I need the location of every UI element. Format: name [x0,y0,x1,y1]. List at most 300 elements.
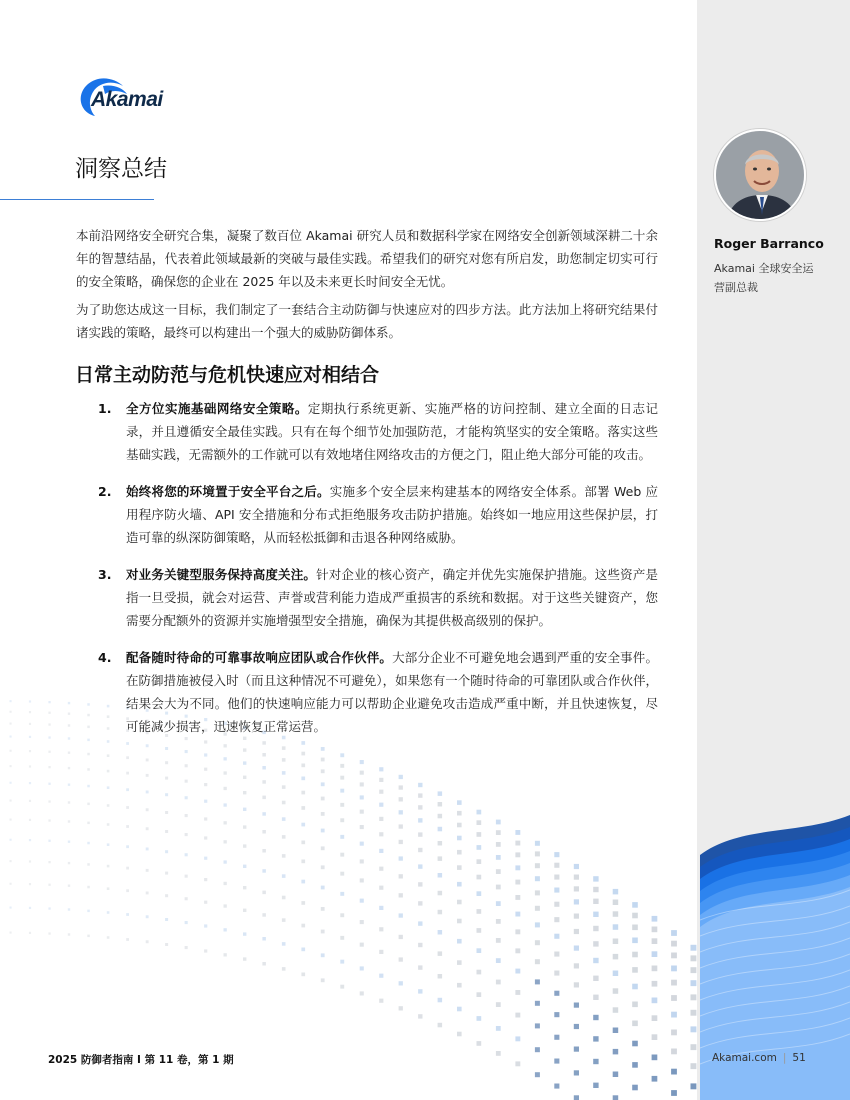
wave-dot [593,899,598,904]
wave-dot [301,823,305,827]
wave-dot [360,943,364,947]
wave-dot [593,1036,598,1041]
wave-dot [107,936,110,939]
wave-dot [29,819,31,821]
wave-dot [29,800,31,802]
wave-dot [593,1015,598,1020]
wave-dot [360,899,364,903]
wave-dot [671,1069,677,1075]
list-number: 3. [98,567,112,582]
wave-dot [243,932,246,935]
wave-dot [632,1085,638,1091]
wave-dot [652,927,658,933]
wave-dot [457,800,462,805]
wave-dot [535,979,540,984]
wave-dot [399,893,403,897]
wave-dot [321,769,325,773]
wave-dot [399,981,403,985]
wave-dot [301,924,305,928]
wave-dot [146,915,149,918]
wave-dot [438,791,443,796]
wave-dot [204,949,207,952]
wave-dot [418,921,422,925]
wave-dot [185,875,188,878]
wave-dot [146,808,149,811]
wave-dot [87,739,90,742]
wave-dot [399,856,403,860]
wave-dot [107,843,110,846]
wave-dot [29,765,31,767]
wave-dot [282,835,286,839]
wave-dot [262,812,266,816]
footer-site-link[interactable]: Akamai.com [712,1052,777,1064]
wave-dot [282,817,286,821]
wave-dot [360,760,364,764]
wave-dot [146,827,149,830]
wave-dot [68,724,70,726]
wave-dot [165,894,168,897]
wave-dot [87,714,90,717]
title-underline [0,199,154,200]
wave-dot [652,1055,658,1061]
wave-dot [243,844,246,847]
wave-dot [496,885,501,890]
wave-dot [574,929,579,934]
wave-dot [399,935,403,939]
wave-dot [204,783,207,786]
wave-dot [282,874,286,878]
wave-dot [671,941,677,947]
wave-dot [691,945,697,951]
wave-dot [671,980,677,986]
wave-dot [204,901,207,904]
wave-dot [418,901,422,905]
wave-dot [399,874,403,878]
wave-dot [515,852,520,857]
wave-dot [554,934,559,939]
wave-dot [691,955,697,961]
wave-dot [340,960,344,964]
wave-dot [379,867,383,871]
wave-dot [107,887,110,890]
wave-dot [438,1023,443,1028]
wave-dot [418,882,422,886]
wave-dot [68,933,70,935]
wave-dot [262,849,266,853]
wave-dot [554,971,559,976]
wave-dot [457,836,462,841]
wave-dot [321,978,325,982]
wave-dot [224,757,227,760]
wave-dot [321,829,325,833]
wave-dot [126,756,129,759]
wave-dot [652,1076,658,1082]
wave-dot [574,1003,579,1008]
wave-dot [671,1012,677,1018]
wave-dot [340,872,344,876]
wave-dot [224,787,227,790]
wave-dot [10,750,12,752]
wave-dot [613,939,619,945]
wave-dot [185,921,188,924]
wave-dot [360,795,364,799]
wave-dot [632,925,638,931]
wave-dot [126,913,129,916]
wave-dot [574,886,579,891]
wave-dot [457,1032,462,1037]
wave-dot [10,819,12,821]
wave-dot [243,886,246,889]
intro-paragraph-2: 为了助您达成这一目标，我们制定了一套结合主动防御与快速应对的四步方法。此方法加上将研究结果付诸实践的策略，最终可以构建出一个强大的威胁防御体系。 [76,302,658,340]
wave-dot [224,928,227,931]
wave-dot [262,937,266,941]
list-lead: 全方位实施基础网络安全策略。 [126,401,308,416]
wave-dot [554,1035,559,1040]
wave-dot [262,766,266,770]
wave-dot [87,822,90,825]
wave-dot [457,823,462,828]
wave-dot [477,891,482,896]
wave-dot [379,886,383,890]
wave-dot [535,922,540,927]
list-lead: 对业务关键型服务保持高度关注。 [126,567,317,582]
wave-dot [262,780,266,784]
wave-dot [652,998,658,1004]
wave-dot [574,875,579,880]
wave-dot [10,736,12,738]
wave-dot [224,840,227,843]
wave-dot [535,890,540,895]
wave-dot [399,824,403,828]
wave-dot [340,913,344,917]
wave-dot [10,800,12,802]
wave-dot [224,860,227,863]
wave-dot [554,991,559,996]
wave-dot [224,821,227,824]
wave-dot [535,841,540,846]
wave-dot [204,800,207,803]
wave-dot [535,876,540,881]
list-text: 实施多个安全层来构建基本的网络安全体系。部署 Web 应用程序防火墙、API 安全措施和分布式拒绝服务攻击防护措施。始终如一地应用这些保护层，打造可靠的纵深防御策略，从而轻松抵御和击退各种网络威胁。 [126,484,658,545]
wave-dot [438,910,443,915]
wave-dot [224,803,227,806]
wave-dot [691,980,697,986]
author-role: Akamai 全球安全运营副总裁 [714,262,814,294]
footer-publication: 2025 防御者指南 I 第 11 卷，第 1 期 [48,1054,234,1066]
wave-dot [10,711,12,713]
wave-dot [68,801,70,803]
wave-dot [146,892,149,895]
wave-dot [632,902,638,908]
wave-dot [340,753,344,757]
wave-dot [204,817,207,820]
wave-dot [554,952,559,957]
list-text: 大部分企业不可避免地会遇到严重的安全事件。在防御措施被侵入时（而且这种情况不可避免），如果您有一个随时待命的可靠团队或合作伙伴，结果会大为不同。他们的快速响应能力可以帮助企业避免攻击造成严重中断，并且快速恢复，尽可能减少损害，迅速恢复正常运营。 [126,650,658,734]
wave-dot [418,1014,422,1018]
wave-dot [29,860,31,862]
wave-dot [48,932,50,934]
wave-dot [321,846,325,850]
wave-dot [691,967,697,973]
wave-dot [671,1090,677,1096]
wave-dot [146,774,149,777]
wave-dot [48,840,50,842]
wave-dot [48,701,50,703]
wave-dot [515,969,520,974]
wave-dot [593,887,598,892]
wave-dot [399,775,403,779]
wave-dot [321,812,325,816]
wave-dot [185,946,188,949]
wave-dot [652,1034,658,1040]
wave-dot [632,913,638,919]
wave-dot [321,930,325,934]
wave-dot [399,1006,403,1010]
wave-dot [165,830,168,833]
wave-dot [496,980,501,985]
wave-dot [515,948,520,953]
wave-dot [477,1016,482,1021]
wave-dot [185,833,188,836]
wave-dot [574,864,579,869]
wave-dot [554,1084,559,1089]
wave-dot [477,810,482,815]
wave-dot [262,891,266,895]
wave-dot [321,797,325,801]
wave-dot [48,800,50,802]
wave-dot [554,1059,559,1064]
wave-dot [438,891,443,896]
wave-dot [632,938,638,944]
wave-dot [224,904,227,907]
wave-dot [496,1002,501,1007]
wave-dot [457,939,462,944]
wave-dot [243,909,246,912]
wave-dot [613,900,619,906]
wave-dot [379,950,383,954]
wave-dot [68,784,70,786]
wave-dot [340,853,344,857]
wave-dot [340,764,344,768]
wave-dot [165,777,168,780]
wave-dot [691,1026,697,1032]
wave-dot [360,810,364,814]
wave-dot [185,897,188,900]
wave-dot [613,924,619,930]
wave-dot [68,908,70,910]
wave-dot [457,983,462,988]
wave-dot [87,842,90,845]
wave-dot [301,841,305,845]
wave-dot [399,785,403,789]
author-name: Roger Barranco [714,236,824,251]
wave-dot [243,957,246,960]
wave-dot [477,948,482,953]
wave-dot [360,782,364,786]
wave-dot [48,751,50,753]
wave-dot [282,801,286,805]
wave-dot [340,835,344,839]
wave-dot [107,770,110,773]
wave-dot [457,882,462,887]
wave-dot [262,913,266,917]
wave-dot [632,984,638,990]
wave-dot [496,901,501,906]
wave-dot [321,886,325,890]
list-item [98,397,658,466]
strategy-list [98,397,658,752]
wave-dot [126,938,129,941]
wave-dot [477,859,482,864]
wave-dot [204,836,207,839]
wave-dot [554,917,559,922]
wave-dot [496,958,501,963]
wave-dot [379,906,383,910]
wave-dot [165,811,168,814]
wave-dot [457,865,462,870]
wave-dot [360,991,364,995]
akamai-logo [73,72,183,120]
wave-dot [613,1007,619,1013]
wave-dot [321,782,325,786]
wave-dot [652,966,658,972]
wave-dot [68,767,70,769]
wave-dot [574,1095,579,1100]
wave-dot [457,960,462,965]
wave-dot [671,930,677,936]
wave-dot [87,768,90,771]
wave-dot [496,1026,501,1031]
wave-dot [262,830,266,834]
wave-dot [691,1063,697,1069]
wave-dot [301,806,305,810]
wave-dot [652,938,658,944]
footer-separator: | [782,1052,787,1064]
wave-dot [340,776,344,780]
wave-dot [574,1047,579,1052]
wave-dot [515,895,520,900]
wave-dot [515,830,520,835]
wave-dot [652,916,658,922]
wave-dot [87,703,90,706]
wave-dot [593,941,598,946]
wave-dot [146,791,149,794]
wave-dot [321,865,325,869]
wave-dot [29,907,31,909]
list-text: 针对企业的核心资产，确定并优先实施保护措施。这些资产是指一旦受损，就会对运营、声誉或营利能力造成严重损害的系统和数据。对于这些关键资产，您需要分配额外的资源并实施增强型安全措施，确保为其提供极高级别的保护。 [126,567,658,628]
wave-dot [574,914,579,919]
wave-dot [613,971,619,977]
wave-dot [457,1007,462,1012]
wave-dot [48,783,50,785]
wave-dot [126,867,129,870]
wave-dot [671,966,677,972]
wave-dot [554,852,559,857]
wave-dot [282,771,286,775]
wave-dot [574,899,579,904]
wave-dot [593,1059,598,1064]
list-number: 1. [98,401,112,416]
wave-dot [48,766,50,768]
wave-dot [613,1028,619,1034]
wave-dot [593,976,598,981]
wave-dot [379,767,383,771]
wave-dot [301,973,305,977]
wave-dot [107,823,110,826]
wave-dot [87,726,90,729]
wave-dot [321,907,325,911]
wave-dot [224,771,227,774]
wave-dot [301,752,305,756]
wave-dot [379,817,383,821]
wave-dot [652,981,658,987]
wave-dot [321,758,325,762]
wave-dot [301,860,305,864]
wave-dot [438,856,443,861]
wave-dot [87,753,90,756]
wave-dot [165,943,168,946]
wave-dot [613,988,619,994]
wave-dot [204,753,207,756]
wave-dot [301,880,305,884]
wave-dot [146,759,149,762]
wave-dot [185,764,188,767]
wave-dot [165,918,168,921]
wave-dot [301,764,305,768]
wave-dot [282,854,286,858]
wave-dot [477,875,482,880]
wave-dot [496,820,501,825]
wave-dot [477,820,482,825]
wave-dot [691,994,697,1000]
wave-dot [29,736,31,738]
wave-dot [457,900,462,905]
wave-dot [535,1047,540,1052]
wave-dot [438,827,443,832]
wave-dot [515,865,520,870]
wave-dot [438,998,443,1003]
wave-dot [360,878,364,882]
wave-dot [418,832,422,836]
wave-dot [321,953,325,957]
wave-dot [379,974,383,978]
wave-dot [593,926,598,931]
wave-dot [48,884,50,886]
wave-dot [68,841,70,843]
wave-dot [477,928,482,933]
wave-dot [126,772,129,775]
wave-dot [29,839,31,841]
wave-dot [613,911,619,917]
wave-dot [48,907,50,909]
wave-dot [262,796,266,800]
wave-dot [165,793,168,796]
wave-dot [282,785,286,789]
wave-dot [691,1010,697,1016]
wave-dot [554,1012,559,1017]
wave-dot [515,1013,520,1018]
wave-dot [126,889,129,892]
wave-dot [632,1041,638,1047]
wave-dot [418,793,422,797]
wave-dot [691,1044,697,1050]
wave-dot [146,869,149,872]
wave-dot [496,869,501,874]
wave-dot [515,1036,520,1041]
wave-dot [535,1072,540,1077]
wave-dot [68,752,70,754]
wave-dot [165,872,168,875]
